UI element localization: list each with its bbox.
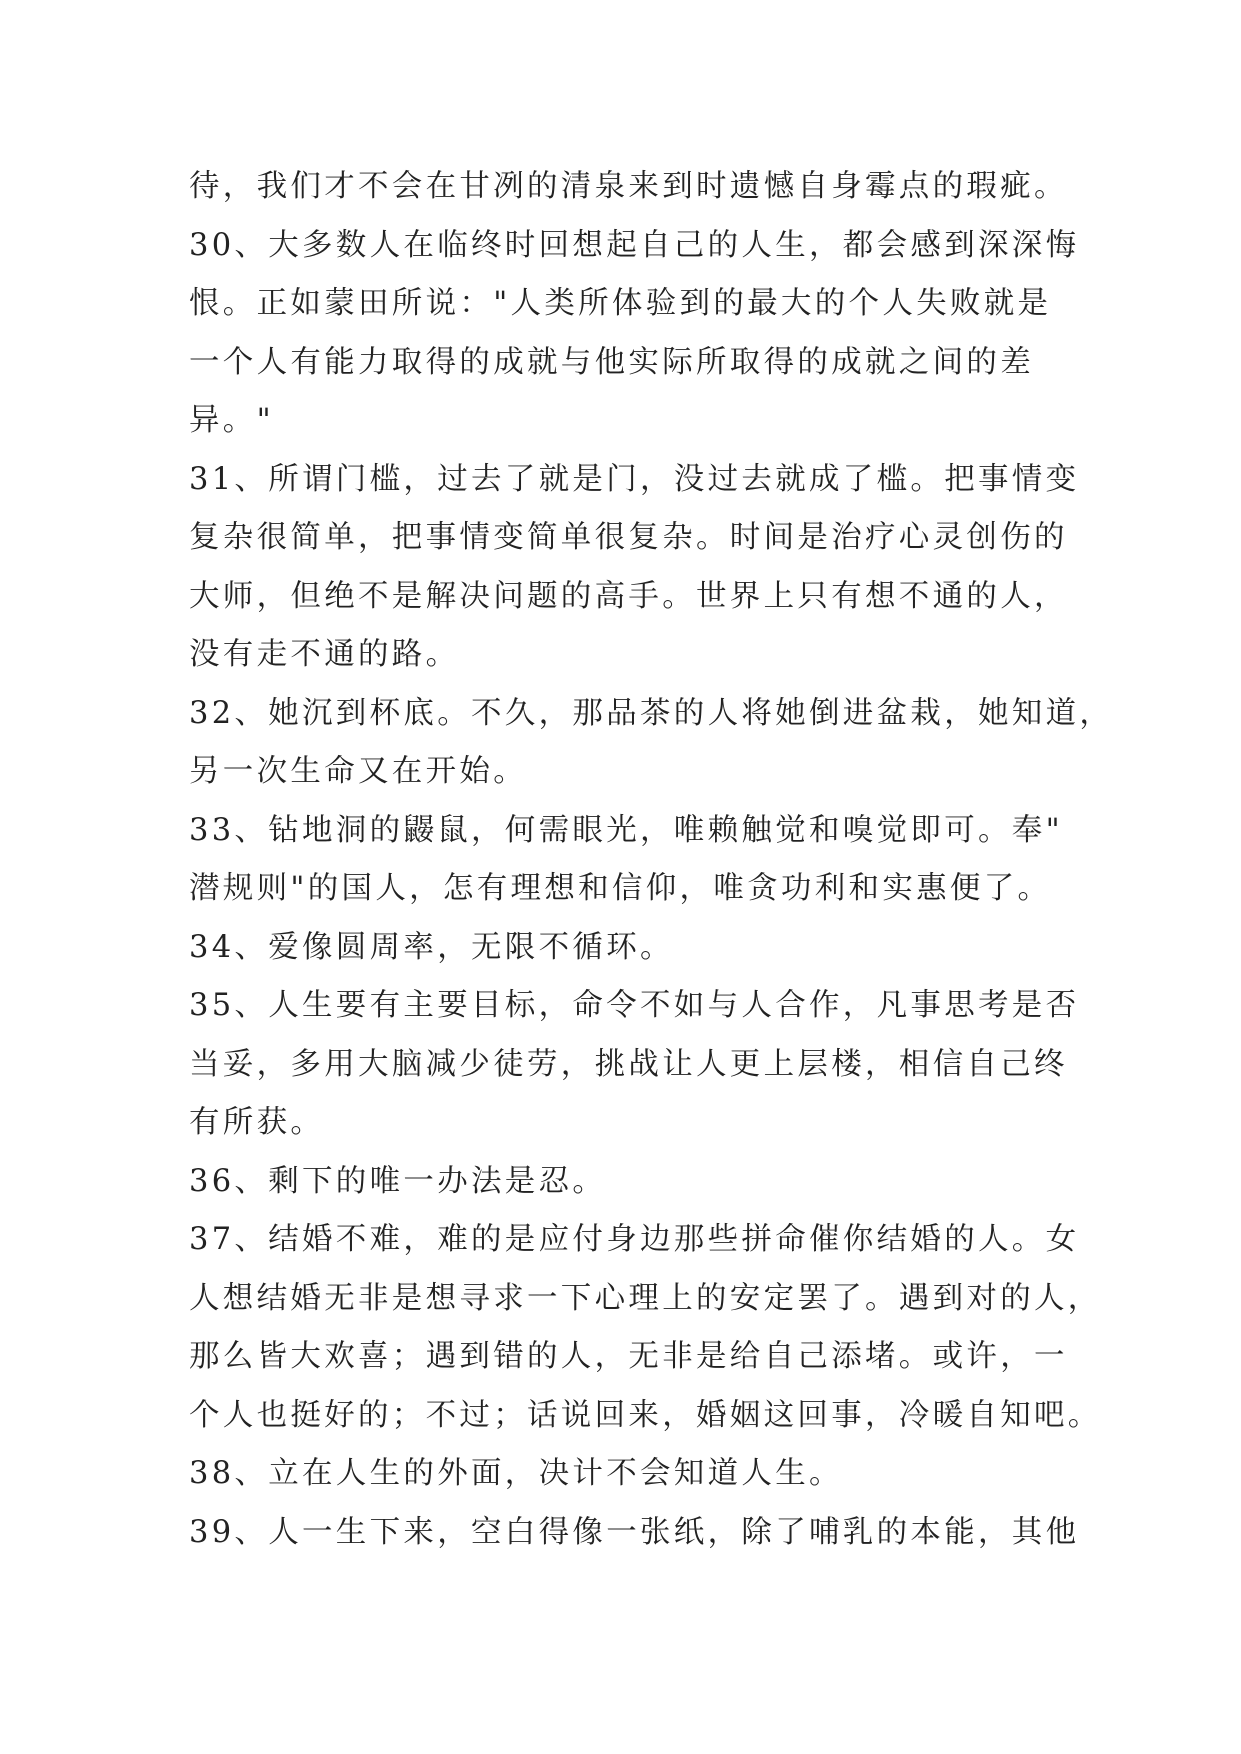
document-body xyxy=(189,158,1114,1562)
text-line: 39、人一生下来，空白得像一张纸，除了哺乳的本能，其他 xyxy=(189,1514,1080,1550)
text-line: 恨。正如蒙田所说："人类所体验到的最大的个人失败就是 xyxy=(189,286,1052,321)
text-line: 38、立在人生的外面，决计不会知道人生。 xyxy=(189,1456,843,1491)
text-line: 人想结婚无非是想寻求一下心理上的安定罢了。遇到对的人， xyxy=(189,1280,1102,1316)
text-line: 大师，但绝不是解决问题的高手。世界上只有想不通的人， xyxy=(189,578,1068,614)
text-line: 另一次生命又在开始。 xyxy=(189,754,527,789)
text-line: 当妥，多用大脑减少徒劳，挑战让人更上层楼，相信自己终 xyxy=(189,1046,1068,1082)
text-line: 有所获。 xyxy=(189,1105,325,1140)
text-line: 35、人生要有主要目标，命令不如与人合作，凡事思考是否 xyxy=(189,988,1080,1023)
text-line: 待，我们才不会在甘冽的清泉来到时遗憾自身霉点的瑕疵。 xyxy=(189,169,1068,204)
text-line: 那么皆大欢喜；遇到错的人，无非是给自己添堵。或许，一 xyxy=(189,1339,1068,1374)
text-line: 30、大多数人在临终时回想起自己的人生，都会感到深深悔 xyxy=(189,227,1080,263)
text-line: 潜规则"的国人，怎有理想和信仰，唯贪功利和实惠便了。 xyxy=(189,871,1052,906)
text-line: 32、她沉到杯底。不久，那品茶的人将她倒进盆栽，她知道， xyxy=(189,695,1114,731)
text-line: 异。" xyxy=(189,403,274,438)
text-line: 一个人有能力取得的成就与他实际所取得的成就之间的差 xyxy=(189,344,1034,380)
text-line: 没有走不通的路。 xyxy=(189,637,460,672)
text-line: 31、所谓门槛，过去了就是门，没过去就成了槛。把事情变 xyxy=(189,461,1080,497)
text-line: 复杂很简单，把事情变简单很复杂。时间是治疗心灵创伤的 xyxy=(189,520,1068,555)
text-line: 36、剩下的唯一办法是忍。 xyxy=(189,1163,607,1199)
text-line: 34、爱像圆周率，无限不循环。 xyxy=(189,929,674,965)
text-line: 个人也挺好的；不过；话说回来，婚姻这回事，冷暖自知吧。 xyxy=(189,1397,1102,1433)
text-line: 33、钻地洞的鼹鼠，何需眼光，唯赖触觉和嗅觉即可。奉" xyxy=(189,812,1063,848)
text-line: 37、结婚不难，难的是应付身边那些拼命催你结婚的人。女 xyxy=(189,1222,1080,1257)
